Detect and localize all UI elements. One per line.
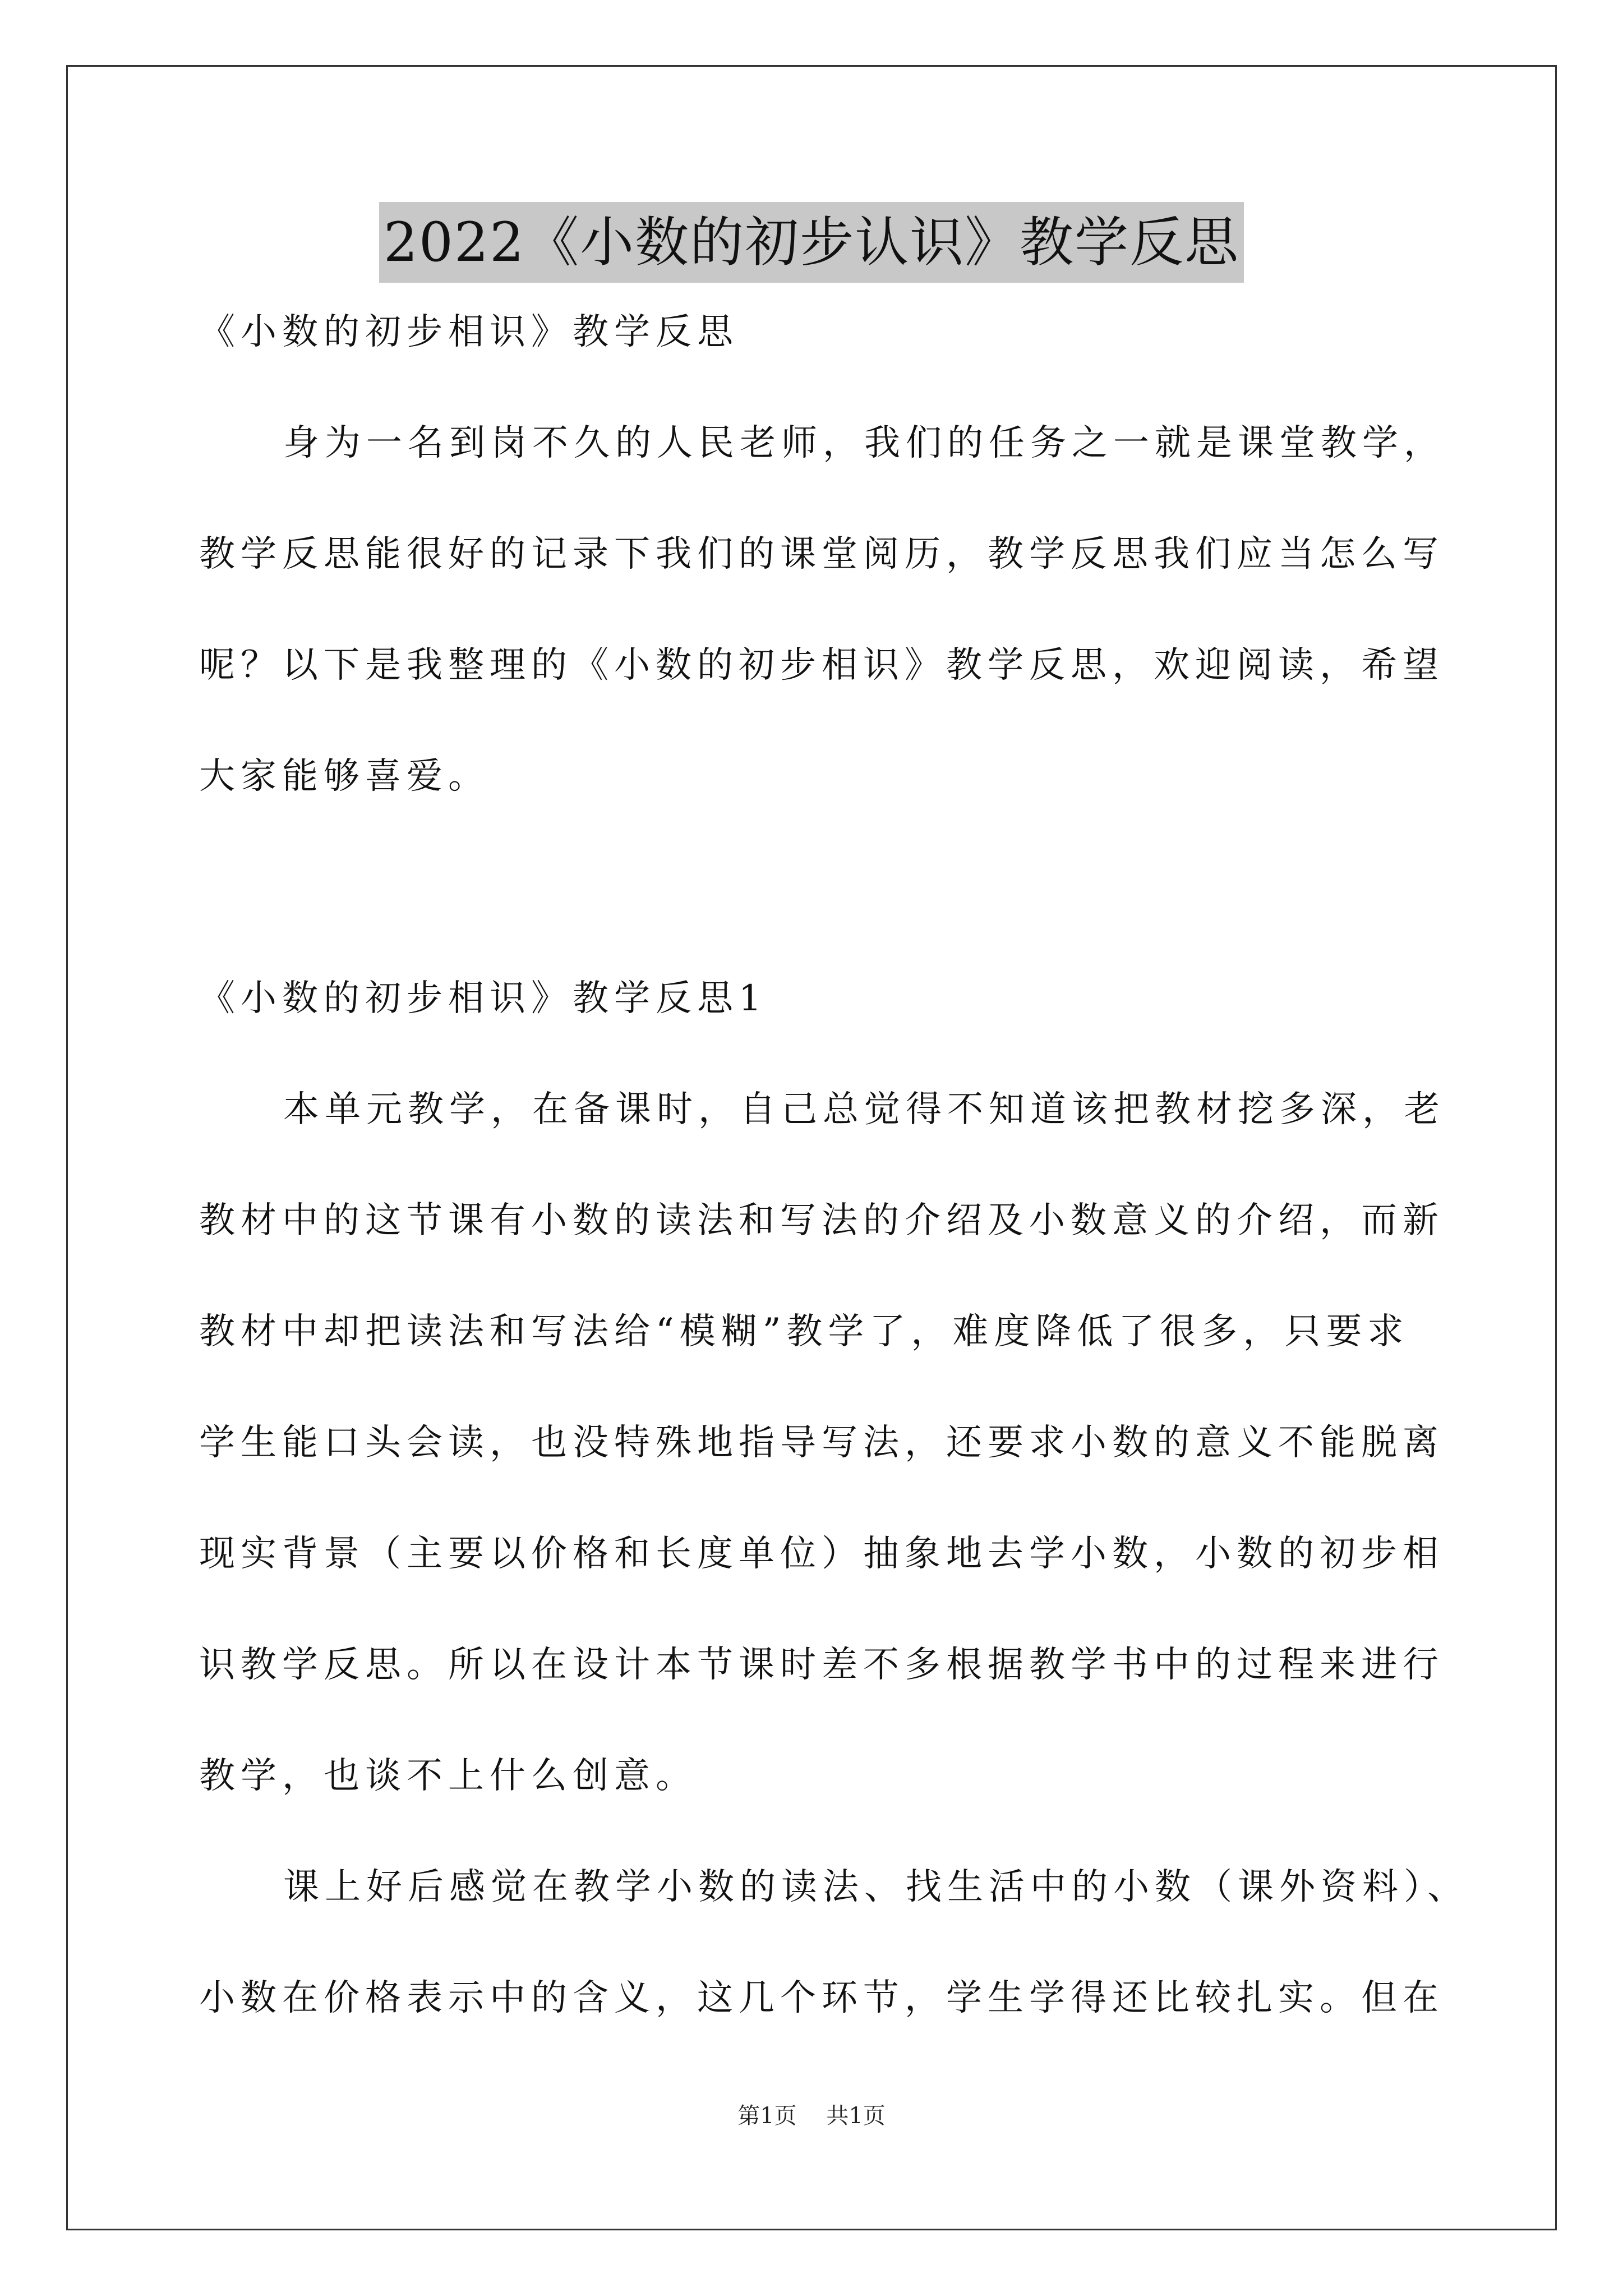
blank-line (199, 869, 1427, 981)
paragraph-line: 学生能口头会读，也没特殊地指导写法，还要求小数的意义不能脱离 (199, 1422, 1444, 1464)
document-body (199, 311, 1469, 2091)
page-number: 第1页 (737, 2103, 797, 2129)
paragraph-line: 现实背景（主要以价格和长度单位）抽象地去学小数，小数的初步相 (199, 1533, 1444, 1575)
page-total: 共1页 (826, 2103, 886, 2129)
paragraph-line: 教材中却把读法和写法给“模糊”教学了，难度降低了很多，只要求 (199, 1311, 1409, 1352)
title-wrap (0, 202, 1623, 283)
paragraph-line: 大家能够喜爱。 (199, 756, 490, 797)
paragraph-line: 教学反思能很好的记录下我们的课堂阅历，教学反思我们应当怎么写 (199, 533, 1444, 575)
section-heading: 《小数的初步相识》教学反思1 (199, 978, 767, 1019)
paragraph-line: 小数在价格表示中的含义，这几个环节，学生学得还比较扎实。但在 (199, 1977, 1444, 2019)
paragraph-line: 身为一名到岗不久的人民老师，我们的任务之一就是课堂教学， (283, 422, 1445, 464)
section-heading: 《小数的初步相识》教学反思 (199, 311, 739, 353)
page-footer (0, 2098, 1623, 2130)
paragraph-line: 课上好后感觉在教学小数的读法、找生活中的小数（课外资料）、 (283, 1866, 1469, 1908)
paragraph-line: 呢？以下是我整理的《小数的初步相识》教学反思，欢迎阅读，希望 (199, 645, 1444, 686)
paragraph-line: 本单元教学，在备课时，自己总觉得不知道该把教材挖多深，老 (283, 1089, 1445, 1130)
paragraph-line: 教学，也谈不上什么创意。 (199, 1755, 697, 1797)
document-title: 2022《小数的初步认识》教学反思 (379, 202, 1244, 283)
paragraph-line: 识教学反思。所以在设计本节课时差不多根据教学书中的过程来进行 (199, 1644, 1444, 1686)
paragraph-line: 教材中的这节课有小数的读法和写法的介绍及小数意义的介绍，而新 (199, 1200, 1444, 1241)
